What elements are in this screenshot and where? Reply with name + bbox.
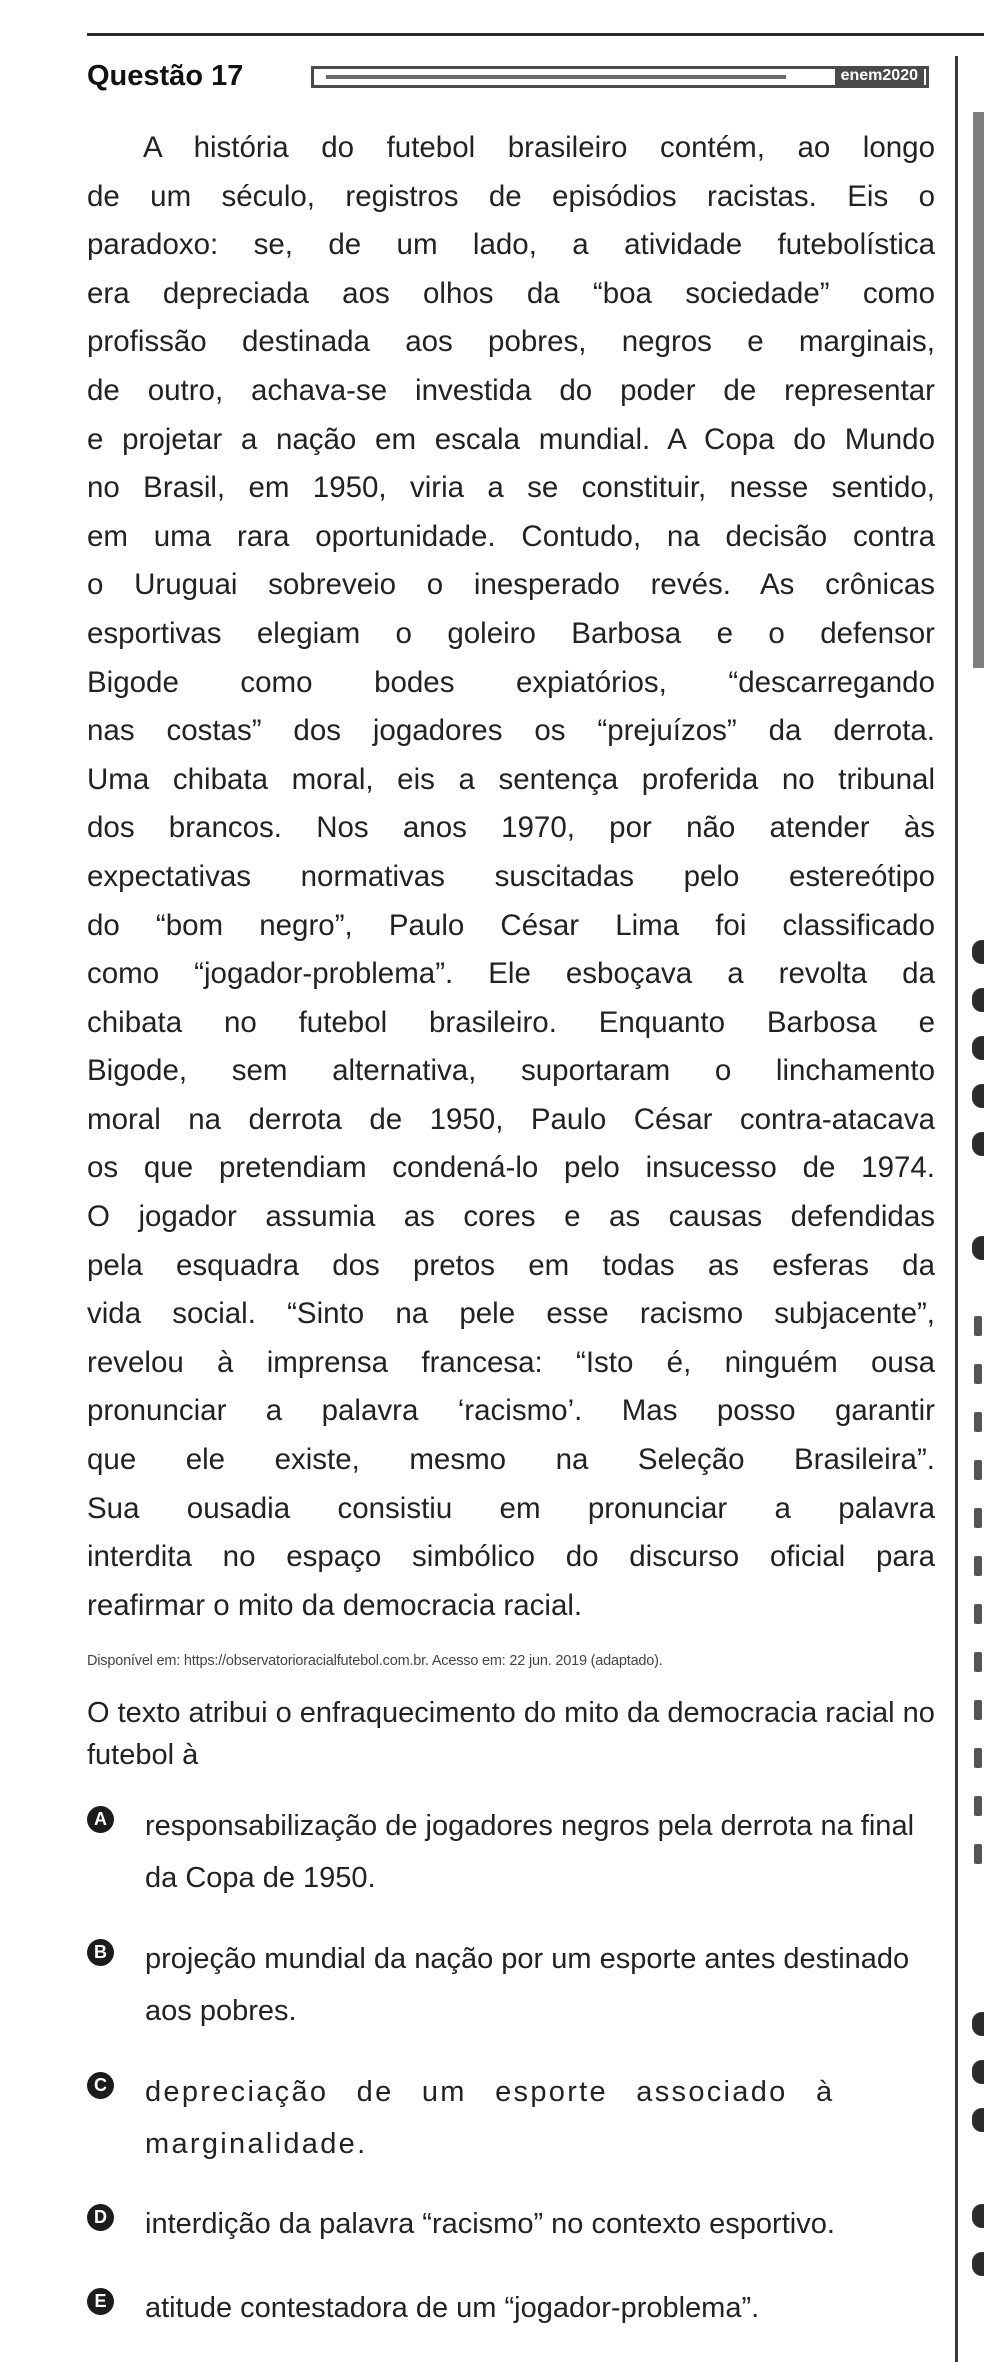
passage-line: como “jogador-problema”. Ele esboçava a revolta da xyxy=(87,957,935,991)
option-badge-fragment xyxy=(972,1084,984,1108)
passage-line: revelou à imprensa francesa: “Isto é, ninguém ousa xyxy=(87,1345,935,1379)
passage-line: no Brasil, em 1950, viria a se constituir, nesse sentido, xyxy=(87,471,935,505)
text-fragment xyxy=(974,1508,982,1528)
text-fragment xyxy=(974,1652,982,1672)
option-letter-badge: D xyxy=(87,2204,114,2231)
option-badge-fragment xyxy=(972,940,984,964)
passage-line: de um século, registros de episódios racistas. Eis o xyxy=(87,179,935,213)
option-badge-fragment xyxy=(972,2060,984,2084)
passage-line: do “bom negro”, Paulo César Lima foi classificado xyxy=(87,908,935,942)
option-text: interdição da palavra “racismo” no contexto esportivo. xyxy=(145,2208,835,2240)
text-fragment xyxy=(974,1844,982,1864)
passage-line: expectativas normativas suscitadas pelo estereótipo xyxy=(87,859,935,893)
passage-line: moral na derrota de 1950, Paulo César contra-atacava xyxy=(87,1102,935,1136)
text-fragment xyxy=(974,1796,982,1816)
question-stem: O texto atribui o enfraquecimento do mito da democracia racial no futebol à xyxy=(87,1697,935,1771)
passage-line: A história do futebol brasileiro contém, ao longo xyxy=(143,131,935,164)
passage-line: Bigode como bodes expiatórios, “descarregando xyxy=(87,665,935,699)
text-fragment xyxy=(974,1556,982,1576)
option-letter-badge: E xyxy=(87,2288,114,2315)
text-fragment xyxy=(974,1748,982,1768)
option-text: atitude contestadora de um “jogador-problema”. xyxy=(145,2292,760,2324)
passage-line: vida social. “Sinto na pele esse racismo subjacente”, xyxy=(87,1297,935,1331)
text-fragment xyxy=(974,1412,982,1432)
text-fragment xyxy=(974,1604,982,1624)
passage-line: Sua ousadia consistiu em pronunciar a palavra xyxy=(87,1491,935,1525)
question-header-bar xyxy=(311,66,929,88)
header-bar-line xyxy=(326,75,786,79)
option-letter-badge: B xyxy=(87,1939,114,1966)
option-badge-fragment xyxy=(972,2108,984,2132)
passage-line: Uma chibata moral, eis a sentença proferida no tribunal xyxy=(87,762,935,796)
exam-tag: enem2020 xyxy=(835,66,924,87)
option-badge-fragment xyxy=(972,1036,984,1060)
passage-line: dos brancos. Nos anos 1970, por não atender às xyxy=(87,811,935,845)
passage-line: Bigode, sem alternativa, suportaram o linchamento xyxy=(87,1054,935,1088)
option-badge-fragment xyxy=(972,2252,984,2276)
option-badge-fragment xyxy=(972,1236,984,1260)
option-letter-badge: A xyxy=(87,1806,114,1833)
passage-line: os que pretendiam condená-lo pelo insucesso de 1974. xyxy=(87,1151,935,1185)
question-header xyxy=(87,58,937,98)
passage-line: em uma rara oportunidade. Contudo, na decisão contra xyxy=(87,519,935,553)
passage-line: O jogador assumia as cores e as causas defendidas xyxy=(87,1200,935,1234)
next-column-fragment xyxy=(960,0,984,2362)
option-text: responsabilização de jogadores negros pela derrota na final da Copa de 1950. xyxy=(145,1810,915,1894)
next-column-image-edge xyxy=(973,112,984,668)
passage-line: era depreciada aos olhos da “boa sociedade” como xyxy=(87,276,935,310)
passage-line: nas costas” dos jogadores os “prejuízos” da derrota. xyxy=(87,714,935,748)
passage-line: esportivas elegiam o goleiro Barbosa e o defensor xyxy=(87,616,935,650)
option-badge-fragment xyxy=(972,1132,984,1156)
text-fragment xyxy=(974,1460,982,1480)
passage-text xyxy=(87,124,935,1630)
passage-line: reafirmar o mito da democracia racial. xyxy=(87,1588,583,1622)
passage-line: que ele existe, mesmo na Seleção Brasileira”. xyxy=(87,1443,935,1477)
passage-line: pronunciar a palavra ‘racismo’. Mas posso garantir xyxy=(87,1394,935,1428)
passage-line: e projetar a nação em escala mundial. A Copa do Mundo xyxy=(87,422,935,456)
top-rule xyxy=(87,33,984,36)
option-text: projeção mundial da nação por um esporte antes destinado aos pobres. xyxy=(145,1943,910,2027)
option-text: depreciação de um esporte associado à marginalidade. xyxy=(145,2076,835,2160)
passage-line: profissão destinada aos pobres, negros e marginais, xyxy=(87,325,935,359)
text-fragment xyxy=(974,1364,982,1384)
passage-line: interdita no espaço simbólico do discurso oficial para xyxy=(87,1540,935,1574)
passage-line: pela esquadra dos pretos em todas as esferas da xyxy=(87,1248,935,1282)
option-badge-fragment xyxy=(972,2204,984,2228)
text-fragment xyxy=(974,1316,982,1336)
option-letter-badge: C xyxy=(87,2072,114,2099)
passage-line: chibata no futebol brasileiro. Enquanto Barbosa e xyxy=(87,1005,935,1039)
question-title: Questão 17 xyxy=(87,60,244,92)
passage-line: paradoxo: se, de um lado, a atividade futebolística xyxy=(87,228,935,262)
passage-line: o Uruguai sobreveio o inesperado revés. As crônicas xyxy=(87,568,935,602)
option-badge-fragment xyxy=(972,988,984,1012)
text-fragment xyxy=(974,1700,982,1720)
source-citation: Disponível em: https://observatorioracialfutebol.com.br. Acesso em: 22 jun. 2019 (adaptado). xyxy=(87,1653,663,1669)
option-badge-fragment xyxy=(972,2012,984,2036)
column-divider xyxy=(955,56,958,2362)
passage-line: de outro, achava-se investida do poder de representar xyxy=(87,373,935,407)
